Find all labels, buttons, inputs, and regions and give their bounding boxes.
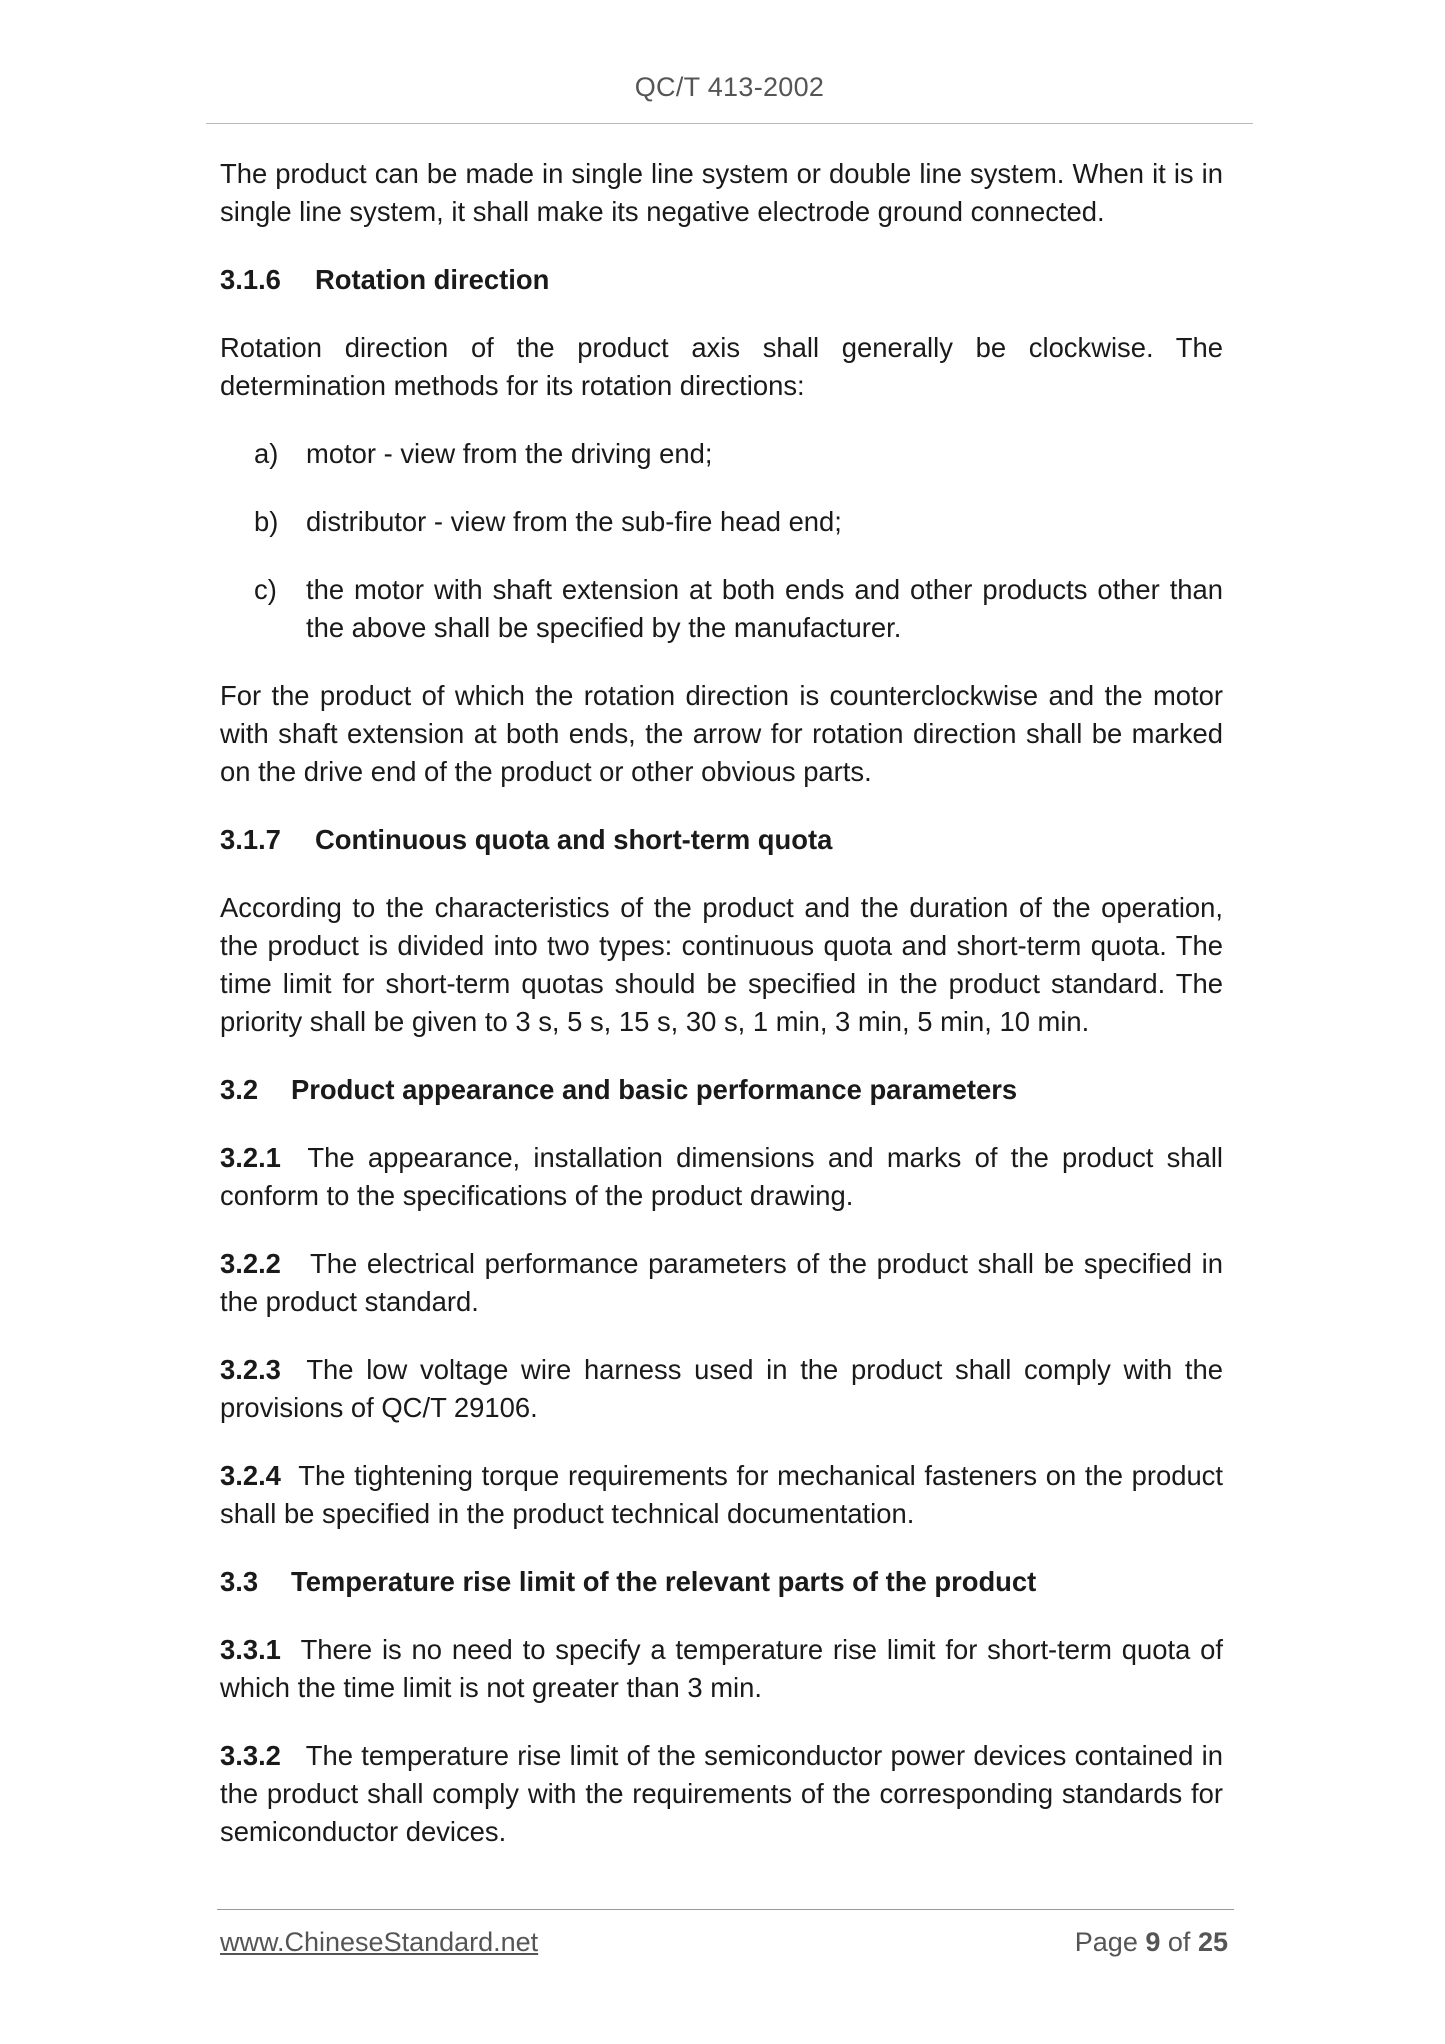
clause-text: The appearance, installation dimensions and marks of the product shall conform to the specifications of the product drawing. — [220, 1142, 1223, 1211]
total-pages: 25 — [1197, 1927, 1228, 1957]
clause-3-2-2 — [220, 1245, 1223, 1321]
clause-text: The electrical performance parameters of the product shall be specified in the product standard. — [220, 1248, 1223, 1317]
clause-text: The low voltage wire harness used in the product shall comply with the provisions of QC/T 29106. — [220, 1354, 1223, 1423]
intro-paragraph: The product can be made in single line system or double line system. When it is in single line system, it shall make its negative electrode ground connected. — [220, 158, 1223, 227]
section-number: 3.3 — [220, 1566, 259, 1597]
clause-number: 3.2.4 — [220, 1460, 281, 1491]
clause-text: The tightening torque requirements for mechanical fasteners on the product shall be specified in the product technical documentation. — [220, 1460, 1223, 1529]
section-title: Temperature rise limit of the relevant parts of the product — [291, 1566, 1037, 1597]
list-item-a — [220, 435, 1223, 473]
section-title: Product appearance and basic performance parameters — [291, 1074, 1018, 1105]
clause-3-2-4 — [220, 1457, 1223, 1533]
paragraph-3-1-7: According to the characteristics of the product and the duration of the operation, the product is divided into two types: continuous quota and short-term quota. The time limit for short-term quotas should be specified in the product standard. The priority shall be given to 3 s, 5 s, 15 s, 30 s, 1 min, 3 min, 5 min, 10 min. — [220, 892, 1223, 1037]
section-number: 3.2 — [220, 1074, 259, 1105]
section-heading-3-2 — [220, 1071, 1223, 1109]
clause-text: The temperature rise limit of the semiconductor power devices contained in the product shall comply with the requirements of the corresponding standards for semiconductor devices. — [220, 1740, 1223, 1847]
list-item-b — [220, 503, 1223, 541]
section-number: 3.1.7 — [220, 824, 281, 855]
section-heading-3-1-6 — [220, 261, 1223, 299]
website-link[interactable]: www.ChineseStandard.net — [220, 1927, 539, 1957]
clause-number: 3.2.2 — [220, 1248, 281, 1279]
clause-3-3-2 — [220, 1737, 1223, 1851]
section-title: Continuous quota and short-term quota — [315, 824, 833, 855]
clause-number: 3.2.3 — [220, 1354, 281, 1385]
section-title: Rotation direction — [315, 264, 550, 295]
page-number — [1075, 1927, 1228, 1958]
page-of: of — [1167, 1927, 1191, 1957]
document-body — [220, 155, 1223, 1881]
current-page: 9 — [1145, 1927, 1161, 1957]
section-heading-3-3 — [220, 1563, 1223, 1601]
list-marker: b) — [254, 506, 279, 537]
list-item-c — [220, 571, 1223, 647]
clause-number: 3.3.2 — [220, 1740, 281, 1771]
clause-number: 3.2.1 — [220, 1142, 281, 1173]
list-text: distributor - view from the sub-fire head end; — [306, 506, 842, 537]
list-marker: a) — [254, 438, 279, 469]
clause-number: 3.3.1 — [220, 1634, 281, 1665]
clause-3-2-1 — [220, 1139, 1223, 1215]
clause-3-2-3 — [220, 1351, 1223, 1427]
document-header: QC/T 413-2002 — [634, 72, 825, 102]
footer-divider — [217, 1909, 1234, 1910]
paragraph-3-1-6: Rotation direction of the product axis shall generally be clockwise. The determination methods for its rotation directions: — [220, 332, 1223, 401]
section-number: 3.1.6 — [220, 264, 281, 295]
clause-3-3-1 — [220, 1631, 1223, 1707]
section-heading-3-1-7 — [220, 821, 1223, 859]
header-divider — [206, 123, 1253, 124]
list-marker: c) — [254, 574, 277, 605]
paragraph-3-1-6-rotation-arrow: For the product of which the rotation direction is counterclockwise and the motor with shaft extension at both ends, the arrow for rotation direction shall be marked on the drive end of the product or other obvious parts. — [220, 680, 1223, 787]
page-prefix: Page — [1074, 1927, 1138, 1957]
clause-text: There is no need to specify a temperature rise limit for short-term quota of which the time limit is not greater than 3 min. — [220, 1634, 1223, 1703]
list-text: the motor with shaft extension at both ends and other products other than the above shall be specified by the manufacturer. — [306, 574, 1223, 643]
list-text: motor - view from the driving end; — [306, 438, 713, 469]
